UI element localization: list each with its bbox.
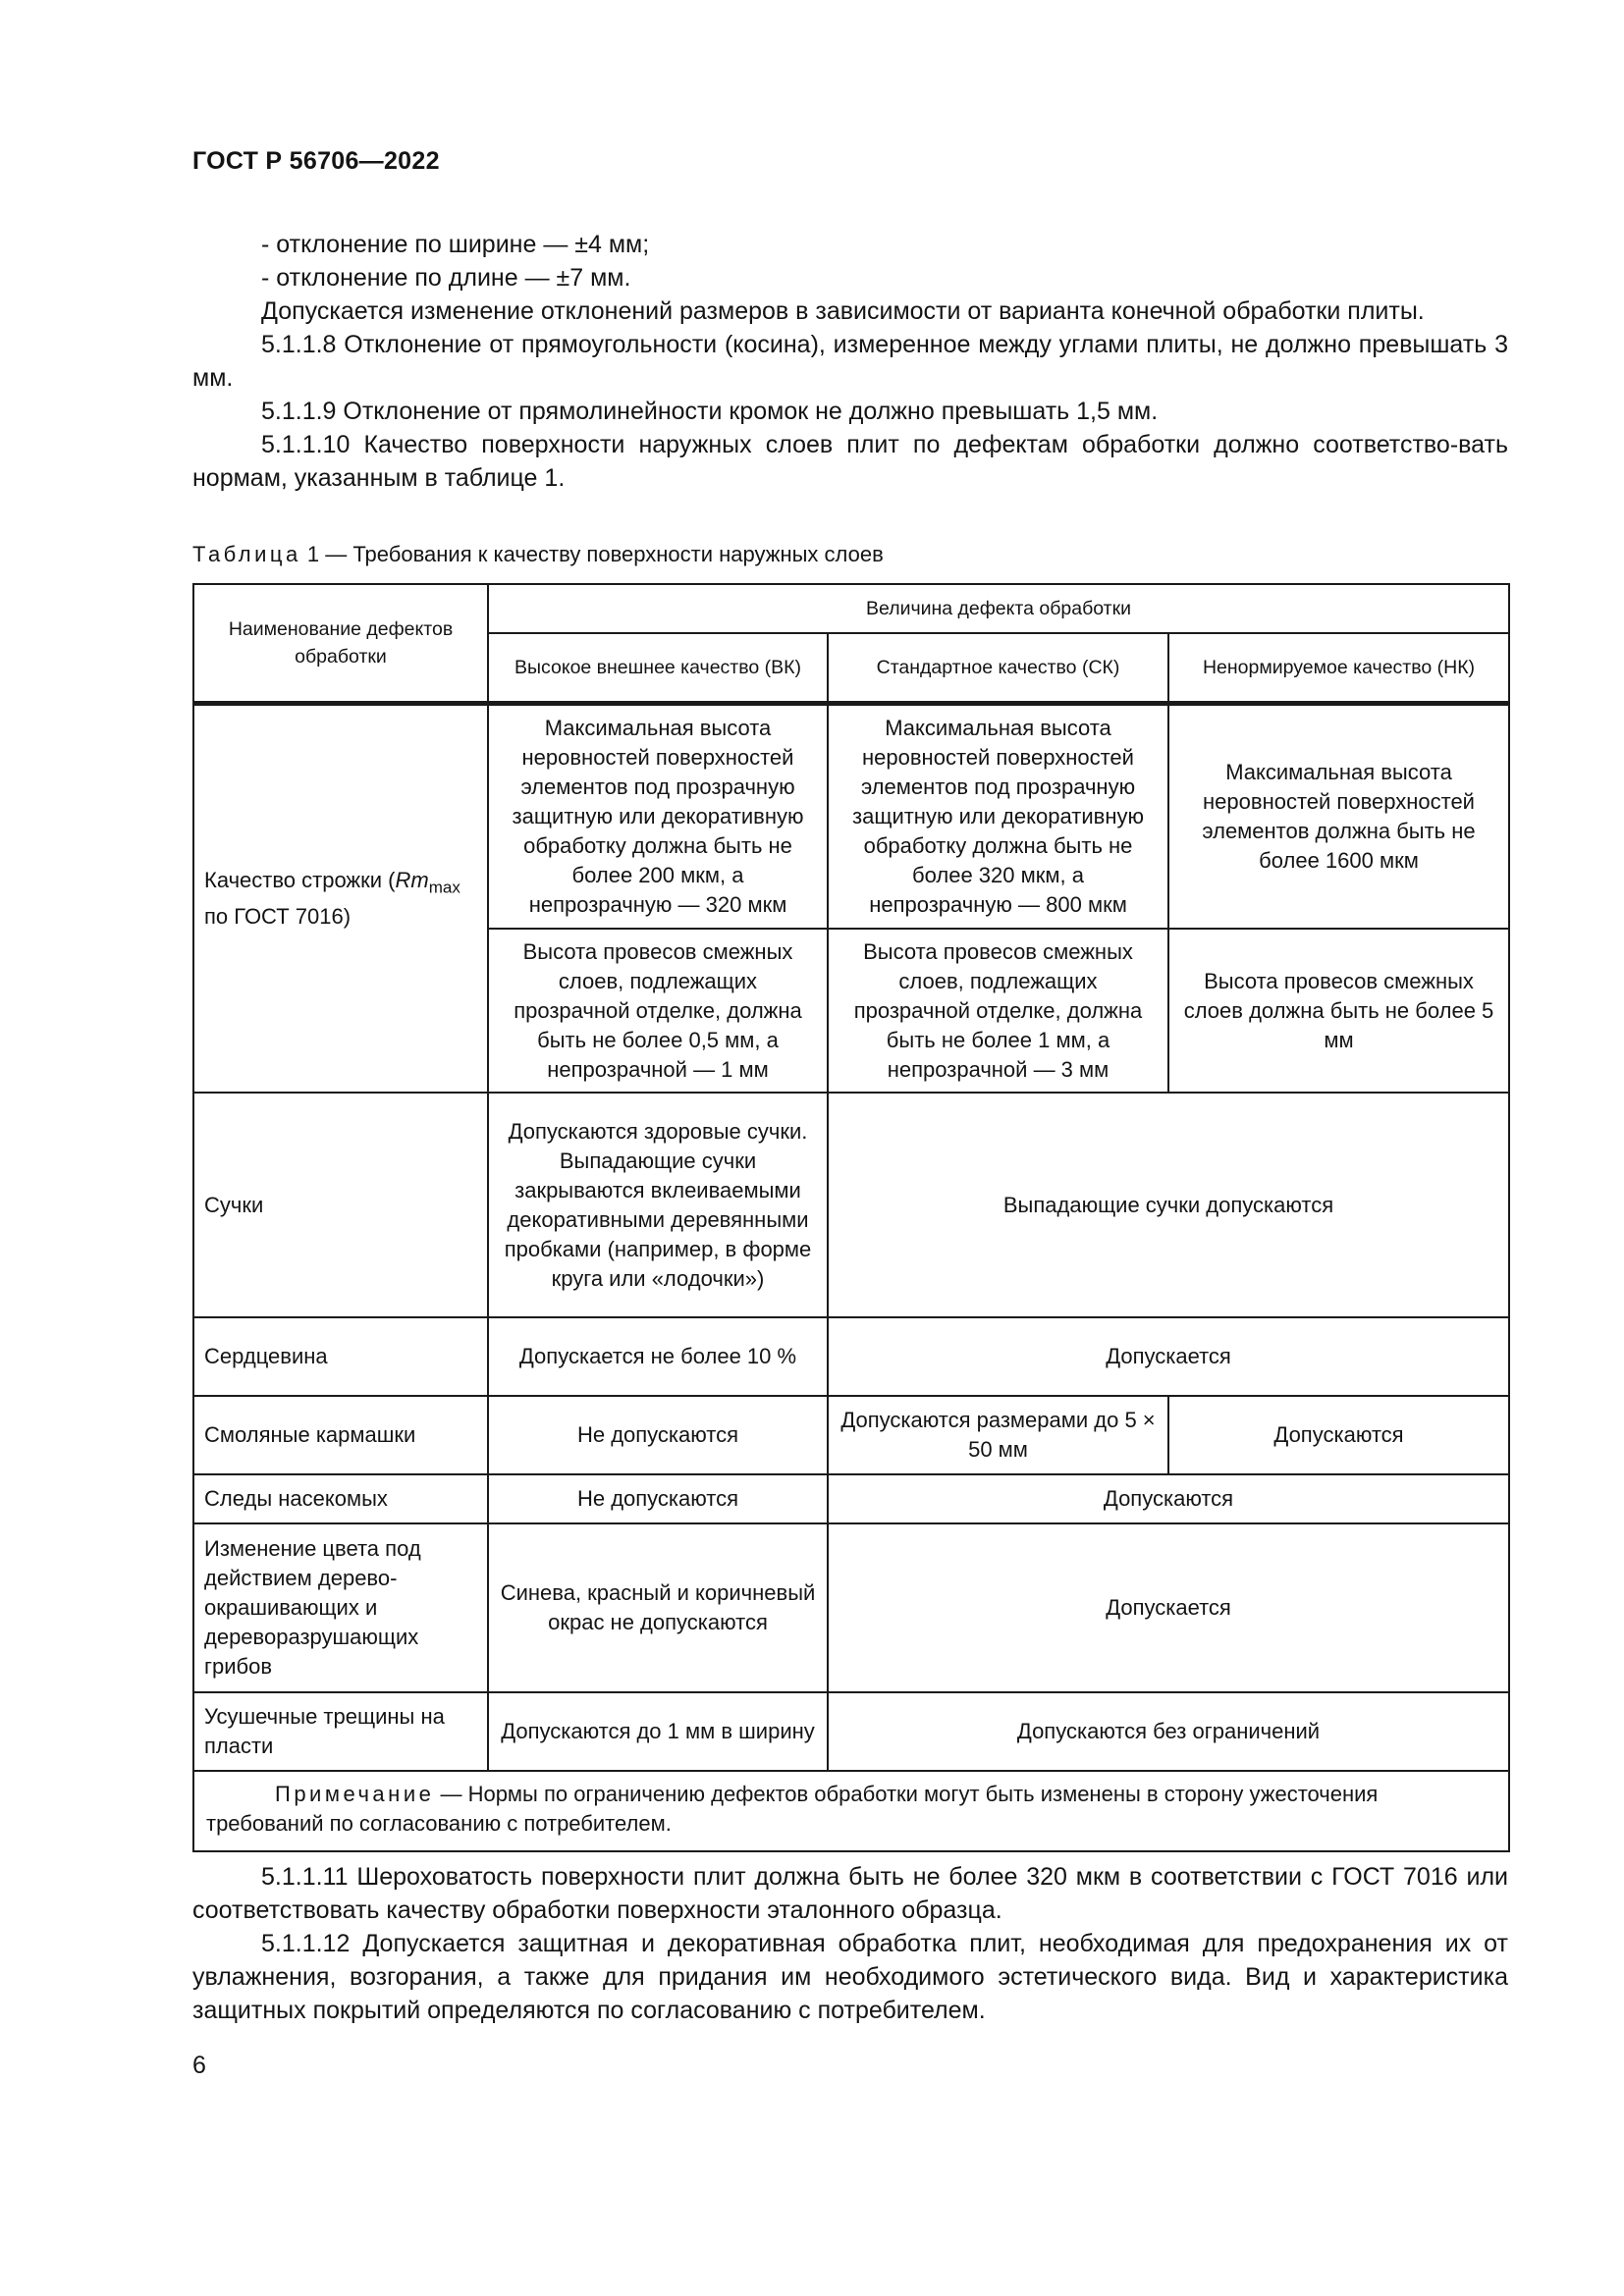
cell-strozhka-sk-2: Высота провесов смежных слоев, подлежащих прозрачной отделке, должна быть не более 1 мм, а непрозрачной — 3 мм xyxy=(828,929,1168,1093)
cell-serdtsevina-vk: Допускается не более 10 % xyxy=(488,1317,828,1396)
cell-strozhka-nk-1: Максимальная высота неровностей поверхностей элементов должна быть не более 1600 мкм xyxy=(1168,704,1509,930)
paragraph: 5.1.1.11 Шероховатость поверхности плит должна быть не более 320 мкм в соответствии с ГОСТ 7016 или соответствовать качеству обработки поверхности эталонного образца. xyxy=(192,1863,1508,1924)
table-row xyxy=(193,1093,1509,1317)
list-item: - отклонение по длине — ±7 мм. xyxy=(261,264,631,292)
table-note xyxy=(193,1771,1509,1851)
row-name-suffix: по ГОСТ 7016) xyxy=(204,904,352,930)
paragraph: 5.1.1.10 Качество поверхности наружных слоев плит по дефектам обработки должно соответство-вать нормам, указанным в таблице 1. xyxy=(192,431,1508,492)
row-name-serdtsevina: Сердцевина xyxy=(193,1317,488,1396)
table-row xyxy=(193,1474,1509,1523)
after-table-text xyxy=(192,1860,1508,2027)
row-name-tsvet: Изменение цвета под действием дерево-окрашивающих и дереворазрушающих грибов xyxy=(193,1523,488,1692)
cell-suchki-rest: Выпадающие сучки допускаются xyxy=(828,1093,1509,1317)
cell-suchki-vk: Допускаются здоровые сучки. Выпадающие сучки закрываются вклеиваемыми декоративными деревянными пробками (например, в форме круга или «лодочки») xyxy=(488,1093,828,1317)
cell-strozhka-nk-2: Высота провесов смежных слоев должна быть не более 5 мм xyxy=(1168,929,1509,1093)
table-row xyxy=(193,1317,1509,1396)
cell-tsvet-vk: Синева, красный и коричневый окрас не допускаются xyxy=(488,1523,828,1692)
table-caption-text: 1 — Требования к качеству поверхности наружных слоев xyxy=(300,542,884,566)
rm-subscript: max xyxy=(428,878,460,897)
cell-treshchiny-vk: Допускаются до 1 мм в ширину xyxy=(488,1692,828,1771)
table-row xyxy=(193,1692,1509,1771)
row-name-prefix: Качество строжки ( xyxy=(204,867,396,892)
cell-smolyanye-nk: Допускаются xyxy=(1168,1396,1509,1474)
row-name-strozhka xyxy=(193,704,488,1094)
table-note-row xyxy=(193,1771,1509,1851)
header-nk: Ненормируемое качество (НК) xyxy=(1168,633,1509,704)
rm-symbol: Rm xyxy=(395,867,429,892)
paragraph: 5.1.1.12 Допускается защитная и декоративная обработка плит, необходимая для предохранения их от увлажнения, возгорания, а также для придания им необходимого эстетического вида. Вид и характеристика защитных покрытий определяются по согласованию с потребителем. xyxy=(192,1930,1508,2024)
page-number: 6 xyxy=(192,2052,206,2079)
table-row xyxy=(193,704,1509,930)
cell-tsvet-rest: Допускается xyxy=(828,1523,1509,1692)
header-defect-name: Наименование дефектов обработки xyxy=(193,584,488,704)
paragraph: Допускается изменение отклонений размеров в зависимости от варианта конечной обработки плиты. xyxy=(261,297,1425,325)
note-text: — Нормы по ограничению дефектов обработки могут быть изменены в сторону ужесточения требований по согласованию с потребителем. xyxy=(206,1782,1379,1836)
header-sk: Стандартное качество (СК) xyxy=(828,633,1168,704)
row-name-suchki: Сучки xyxy=(193,1093,488,1317)
intro-text xyxy=(192,228,1508,495)
paragraph: 5.1.1.9 Отклонение от прямолинейности кромок не должно превышать 1,5 мм. xyxy=(261,398,1159,425)
cell-nasekomye-rest: Допускаются xyxy=(828,1474,1509,1523)
row-name-nasekomye: Следы насекомых xyxy=(193,1474,488,1523)
cell-strozhka-vk-1: Максимальная высота неровностей поверхностей элементов под прозрачную защитную или декоративную обработку должна быть не более 200 мкм, а непрозрачную — 320 мкм xyxy=(488,704,828,930)
cell-smolyanye-sk: Допускаются размерами до 5 × 50 мм xyxy=(828,1396,1168,1474)
row-name-treshchiny: Усушечные трещины на пласти xyxy=(193,1692,488,1771)
header-group: Величина дефекта обработки xyxy=(488,584,1509,633)
header-vk: Высокое внешнее качество (ВК) xyxy=(488,633,828,704)
cell-nasekomye-vk: Не допускаются xyxy=(488,1474,828,1523)
cell-strozhka-sk-1: Максимальная высота неровностей поверхностей элементов под прозрачную защитную или декоративную обработку должна быть не более 320 мкм, а непрозрачную — 800 мкм xyxy=(828,704,1168,930)
table-header-row xyxy=(193,584,1509,633)
table-row xyxy=(193,1523,1509,1692)
document-code: ГОСТ Р 56706—2022 xyxy=(192,147,440,175)
cell-treshchiny-rest: Допускаются без ограничений xyxy=(828,1692,1509,1771)
defects-table xyxy=(192,583,1510,1852)
table-row xyxy=(193,1396,1509,1474)
cell-serdtsevina-rest: Допускается xyxy=(828,1317,1509,1396)
cell-strozhka-vk-2: Высота провесов смежных слоев, подлежащих прозрачной отделке, должна быть не более 0,5 мм, а непрозрачной — 1 мм xyxy=(488,929,828,1093)
table-caption-label: Таблица xyxy=(192,542,301,566)
row-name-smolyanye: Смоляные кармашки xyxy=(193,1396,488,1474)
note-label: Примечание xyxy=(275,1782,435,1806)
list-item: - отклонение по ширине — ±4 мм; xyxy=(261,231,650,258)
cell-smolyanye-vk: Не допускаются xyxy=(488,1396,828,1474)
table-caption xyxy=(192,540,884,569)
paragraph: 5.1.1.8 Отклонение от прямоугольности (косина), измеренное между углами плиты, не должно превышать 3 мм. xyxy=(192,331,1508,392)
